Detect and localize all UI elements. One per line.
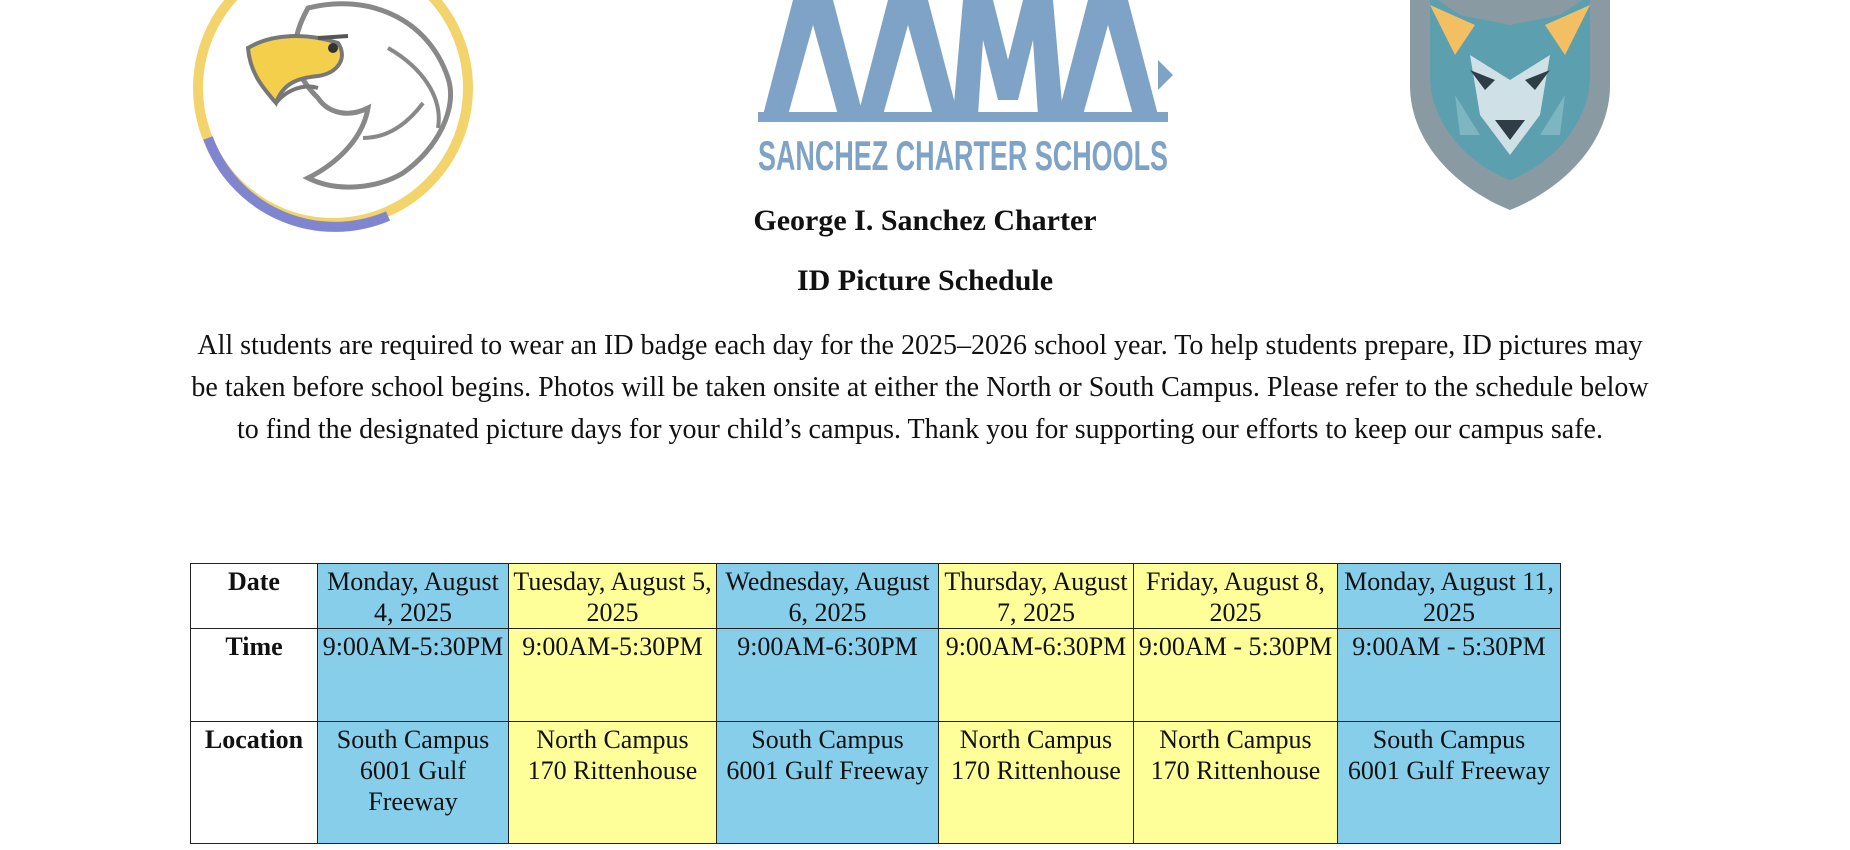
location-cell: [717, 722, 939, 844]
aama-logo: [748, 0, 1178, 180]
date-cell: Friday, August 8, 2025: [1134, 564, 1338, 629]
time-cell: 9:00AM-6:30PM: [717, 629, 939, 722]
location-cell: [939, 722, 1134, 844]
time-cell: 9:00AM - 5:30PM: [1134, 629, 1338, 722]
location-cell: [1338, 722, 1561, 844]
eagle-mascot-logo: [188, 0, 478, 203]
page-title: ID Picture Schedule: [796, 264, 1054, 297]
time-row: [191, 629, 1561, 722]
campus-name: North Campus: [536, 725, 689, 754]
date-row: [191, 564, 1561, 629]
time-cell: 9:00AM-6:30PM: [939, 629, 1134, 722]
location-cell: [1134, 722, 1338, 844]
row-header-date: Date: [191, 564, 318, 629]
schedule-table: [190, 563, 1561, 844]
campus-address: 170 Rittenhouse: [951, 756, 1121, 785]
campus-address: 6001 Gulf Freeway: [359, 756, 467, 816]
date-cell: Thursday, August 7, 2025: [939, 564, 1134, 629]
location-cell: [318, 722, 509, 844]
time-cell: 9:00AM - 5:30PM: [1338, 629, 1561, 722]
date-cell: Tuesday, August 5, 2025: [509, 564, 717, 629]
row-header-time: Time: [191, 629, 318, 722]
row-header-location: Location: [191, 722, 318, 844]
campus-address: 6001 Gulf Freeway: [1347, 756, 1551, 785]
campus-name: South Campus: [751, 725, 904, 754]
campus-name: North Campus: [959, 725, 1113, 754]
campus-address: 170 Rittenhouse: [527, 756, 698, 785]
time-cell: 9:00AM-5:30PM: [318, 629, 509, 722]
campus-name: South Campus: [1372, 725, 1526, 754]
date-cell: Monday, August 4, 2025: [318, 564, 509, 629]
date-cell: Monday, August 11, 2025: [1338, 564, 1561, 629]
location-cell: [509, 722, 717, 844]
campus-address: 170 Rittenhouse: [1150, 756, 1321, 785]
location-row: [191, 722, 1561, 844]
wolf-mascot-logo: [1400, 0, 1620, 215]
aama-subtitle: SANCHEZ CHARTER SCHOOLS: [758, 132, 1168, 179]
school-name: George I. Sanchez Charter: [753, 204, 1097, 237]
intro-paragraph: All students are required to wear an ID badge each day for the 2025–2026 school year. To help students prepare, ID pictures may be taken before school begins. Photos will be taken onsite at either the North or South Campus. Please refer to the schedule below to find the designated picture days for your child’s campus. Thank you for supporting our efforts to keep our campus safe.: [191, 330, 1649, 445]
campus-name: South Campus: [336, 725, 490, 754]
date-cell: Wednesday, August 6, 2025: [717, 564, 939, 629]
campus-address: 6001 Gulf Freeway: [726, 756, 929, 785]
time-cell: 9:00AM-5:30PM: [509, 629, 717, 722]
campus-name: North Campus: [1159, 725, 1312, 754]
